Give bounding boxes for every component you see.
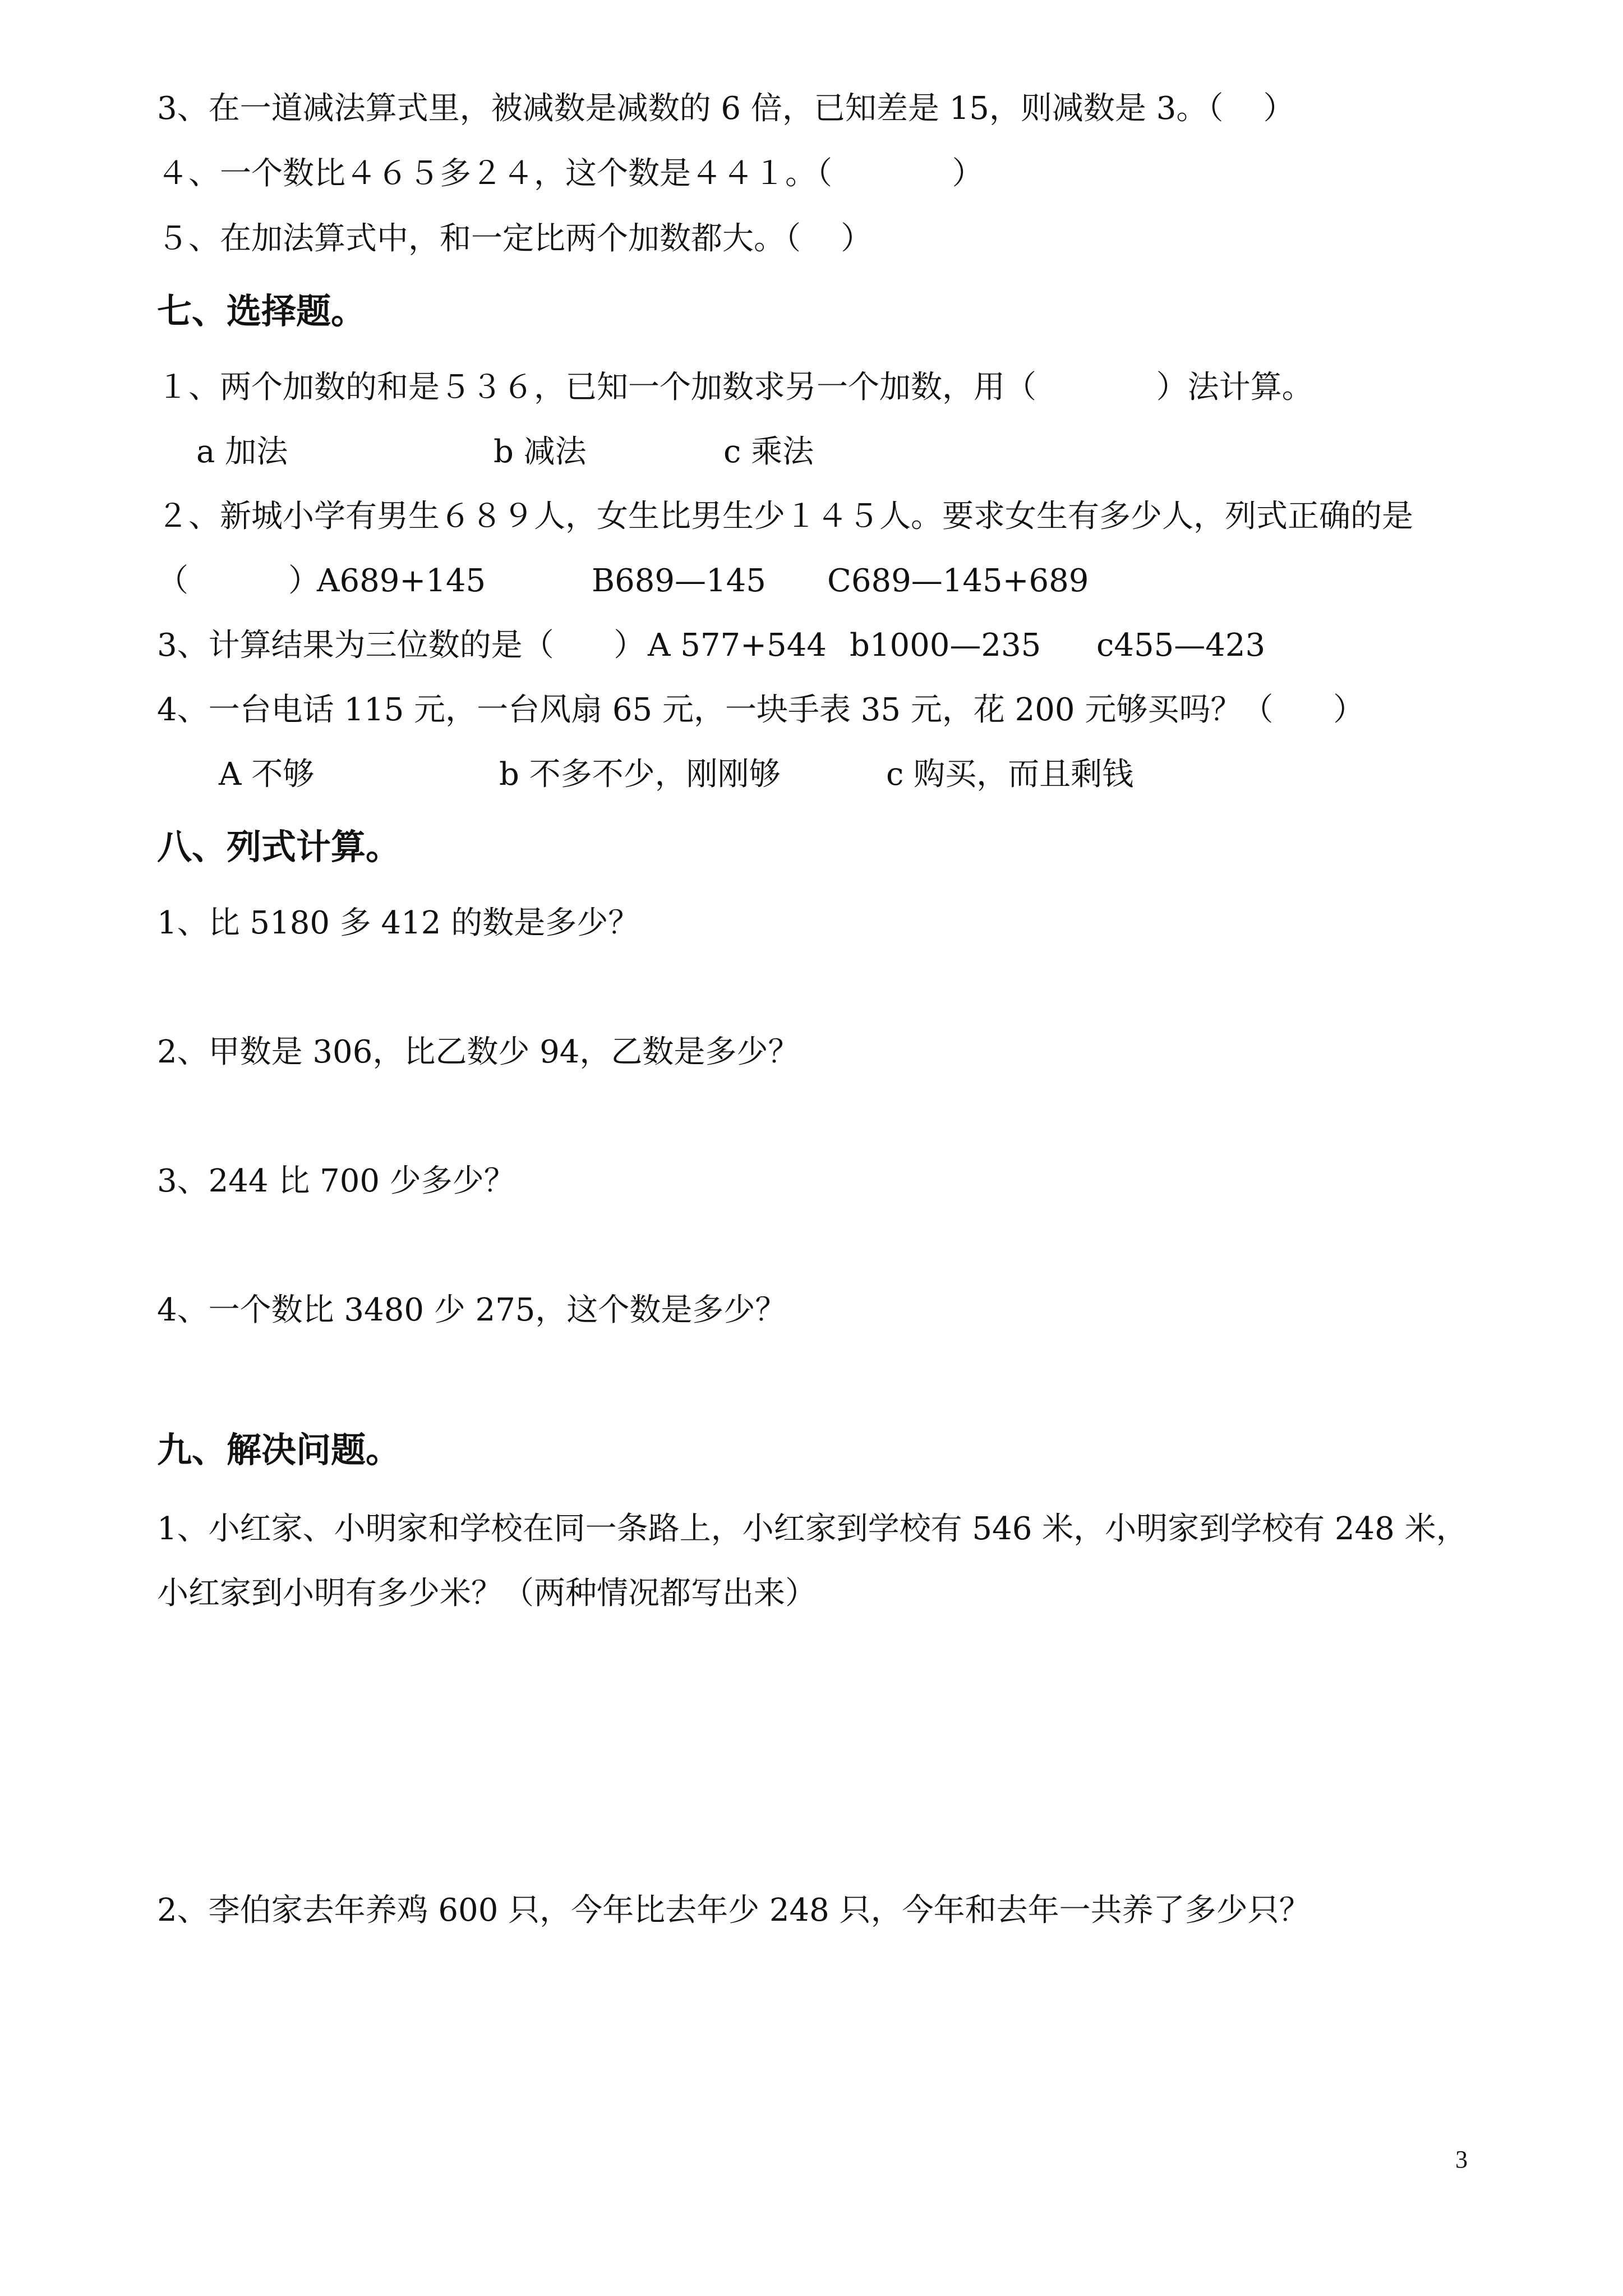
choice-q4-option-a: A 不够 [219, 756, 315, 793]
section-heading-calc: 八、列式计算。 [157, 826, 401, 867]
choice-q1-option-a: a 加法 [196, 434, 288, 470]
choice-q1-text: １、两个加数的和是５３６，已知一个加数求另一个加数，用（ ）法计算。 [157, 369, 1313, 406]
judge-item-5: ５、在加法算式中，和一定比两个加数都大。（ ） [157, 220, 873, 257]
choice-q3-option-a: A 577+544 [648, 627, 827, 664]
choice-q4-text: 4、一台电话 115 元，一台风扇 65 元，一块手表 35 元，花 200 元够买吗？（ ） [157, 692, 1365, 728]
choice-q3-text: 3、计算结果为三位数的是（ ） [157, 627, 645, 664]
solve-q1-line2: 小红家到小明有多少米？（两种情况都写出来） [157, 1575, 817, 1612]
calc-item-4: 4、一个数比 3480 少 275，这个数是多少？ [157, 1292, 787, 1328]
choice-q2-blank: （ ） [157, 563, 320, 599]
solve-q2: 2、李伯家去年养鸡 600 只，今年比去年少 248 只，今年和去年一共养了多少只？ [157, 1892, 1311, 1929]
choice-q1-option-b: b 减法 [494, 434, 587, 470]
calc-item-3: 3、244 比 700 少多少？ [157, 1163, 515, 1199]
calc-item-1: 1、比 5180 多 412 的数是多少？ [157, 905, 640, 941]
page-number: 3 [1455, 2146, 1468, 2173]
section-heading-solve: 九、解决问题。 [157, 1429, 401, 1470]
section-heading-choice: 七、选择题。 [157, 291, 366, 332]
judge-item-4: ４、一个数比４６５多２４，这个数是４４１。（ ） [157, 155, 984, 192]
choice-q2-text: ２、新城小学有男生６８９人，女生比男生少１４５人。要求女生有多少人，列式正确的是 [157, 498, 1413, 535]
calc-item-2: 2、甲数是 306，比乙数少 94，乙数是多少？ [157, 1034, 800, 1070]
choice-q3-option-c: c455—423 [1096, 627, 1266, 664]
choice-q2-option-b: B689—145 [592, 563, 766, 599]
choice-q2-option-c: C689—145+689 [827, 563, 1089, 599]
choice-q4-option-c: c 购买，而且剩钱 [886, 756, 1134, 793]
judge-item-3: 3、在一道减法算式里，被减数是减数的 6 倍，已知差是 15，则减数是 3。（ ） [157, 90, 1295, 127]
choice-q4-option-b: b 不多不少，刚刚够 [499, 756, 781, 793]
choice-q2-option-a: A689+145 [317, 563, 486, 599]
choice-q3-option-b: b1000—235 [850, 627, 1041, 664]
solve-q1-line1: 1、小红家、小明家和学校在同一条路上，小红家到学校有 546 米，小明家到学校有 248 米， [157, 1511, 1468, 1547]
choice-q1-option-c: c 乘法 [723, 434, 814, 470]
